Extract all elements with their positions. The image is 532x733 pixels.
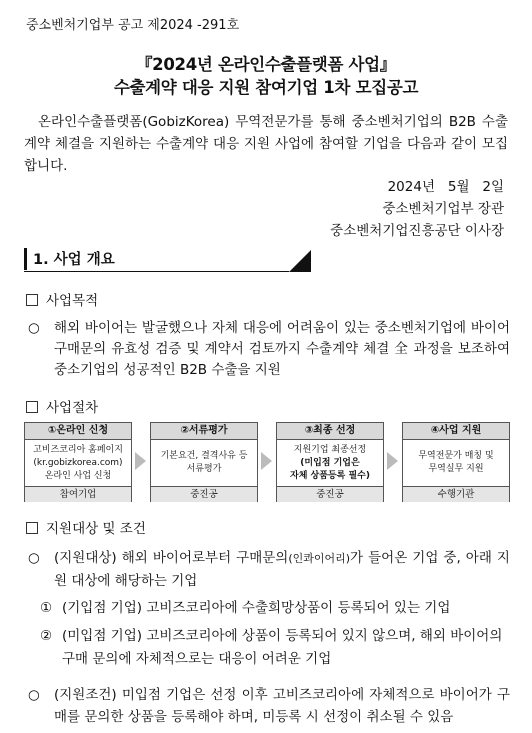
item-number: ① <box>40 600 53 616</box>
square-bullet-icon <box>26 294 38 306</box>
eligibility-item-2 <box>40 625 510 671</box>
step-header: ④사업 지원 <box>403 423 509 440</box>
heading-underline <box>24 271 289 272</box>
item-text: (미입점 기업) 고비즈코리아에 상품이 등록되어 있지 않으며, 해외 바이어의 구매 문의에 자체적으로는 대응이 어려운 기업 <box>62 628 503 667</box>
step-line: 무역실무 지원 <box>428 464 484 474</box>
title-line-1: 『2024년 온라인수출플랫폼 사업』 <box>135 55 397 74</box>
step-header: ①온라인 신청 <box>25 423 131 440</box>
eligibility-text-b: 가 들어온 기업 중, 아래 지원 대상에 해당하는 기업 <box>54 550 510 589</box>
step-line: 고비즈코리아 홈페이지 <box>33 444 123 455</box>
heading-bar <box>24 248 27 270</box>
arrow-right-icon <box>387 452 398 470</box>
eligibility-item-1 <box>40 597 510 620</box>
title-line-2: 수출계약 대응 지원 참여기업 1차 모집공고 <box>113 78 419 97</box>
procedure-label: 사업절차 <box>46 400 99 416</box>
eligibility-heading <box>26 517 146 537</box>
step-line: 온라인 사업 신청 <box>44 470 112 481</box>
step-footer: 중진공 <box>277 486 383 502</box>
arrow-right-icon <box>135 452 146 470</box>
step-body <box>277 440 383 486</box>
step-online-application <box>24 422 132 502</box>
square-bullet-icon <box>26 522 38 534</box>
item-text: (기입점 기업) 고비즈코리아에 수출희망상품이 등록되어 있는 기업 <box>62 600 451 616</box>
eligibility-label: 지원대상 및 조건 <box>46 521 146 537</box>
step-final-selection <box>276 422 384 502</box>
purpose-label: 사업목적 <box>46 293 99 309</box>
step-document-review <box>150 422 258 502</box>
step-line: (kr.gobizkorea.com) <box>33 457 123 468</box>
step-footer: 수행기관 <box>403 486 509 502</box>
circle-bullet-icon: ○ <box>28 550 40 566</box>
step-line-bold: 자체 상품등록 필수) <box>290 470 370 481</box>
eligibility-text <box>54 547 510 592</box>
step-header: ②서류평가 <box>151 423 257 440</box>
item-number: ② <box>40 628 53 644</box>
condition-text: (지원조건) 미입점 기업은 선정 이후 고비즈코리아에 자체적으로 바이어가 구매를 문의한 상품을 등록해야 하며, 미등록 시 선정이 취소될 수 있음 <box>54 687 510 725</box>
step-line: 무역전문가 매칭 및 <box>418 451 494 461</box>
notice-number: 중소벤처기업부 공고 제2024 -291호 <box>26 18 240 33</box>
purpose-heading <box>26 289 98 309</box>
square-bullet-icon <box>26 401 38 413</box>
circle-bullet-icon: ○ <box>28 320 40 336</box>
step-body <box>25 440 131 486</box>
step-line: 서류평가 <box>186 464 222 474</box>
signer-agency: 중소벤처기업진흥공단 이사장 <box>330 223 504 239</box>
eligibility-paragraph <box>28 547 510 592</box>
signer-minister: 중소벤처기업부 장관 <box>382 201 504 217</box>
procedure-heading <box>26 396 98 416</box>
step-line-bold: (미입점 기업은 <box>300 457 360 468</box>
heading-triangle <box>289 250 311 272</box>
purpose-paragraph <box>28 318 510 381</box>
step-project-support <box>402 422 510 502</box>
notice-date: 2024년 5월 2일 <box>387 179 504 195</box>
step-line: 기본요건, 결격사유 등 <box>160 451 248 461</box>
step-header: ③최종 선정 <box>277 423 383 440</box>
eligibility-text-a: (지원대상) 해외 바이어로부터 구매문의 <box>54 550 289 566</box>
arrow-right-icon <box>261 452 272 470</box>
eligibility-text-small: (인콰이어리) <box>288 552 351 565</box>
step-footer: 참여기업 <box>25 486 131 502</box>
purpose-text: 해외 바이어는 발굴했으나 자체 대응에 어려움이 있는 중소벤처기업에 바이어 구매문의 유효성 검증 및 계약서 검토까지 수출계약 체결 全 과정을 보조하여 중소기업의 성공적인 B2B 수출을 지원 <box>54 320 510 378</box>
section-1-heading <box>24 248 289 268</box>
condition-paragraph <box>28 684 510 728</box>
step-body <box>403 440 509 486</box>
procedure-flow <box>24 422 510 502</box>
section-1-title: 1. 사업 개요 <box>33 252 115 268</box>
step-line: 지원기업 최종선정 <box>293 444 367 455</box>
intro-paragraph: 온라인수출플랫폼(GobizKorea) 무역전문가를 통해 중소벤처기업의 B2B 수출계약 체결을 지원하는 수출계약 대응 지원 사업에 참여할 기업을 다음과 같이 모집합니다. <box>24 114 508 174</box>
circle-bullet-icon: ○ <box>28 687 40 703</box>
step-footer: 중진공 <box>151 486 257 502</box>
step-body <box>151 440 257 486</box>
